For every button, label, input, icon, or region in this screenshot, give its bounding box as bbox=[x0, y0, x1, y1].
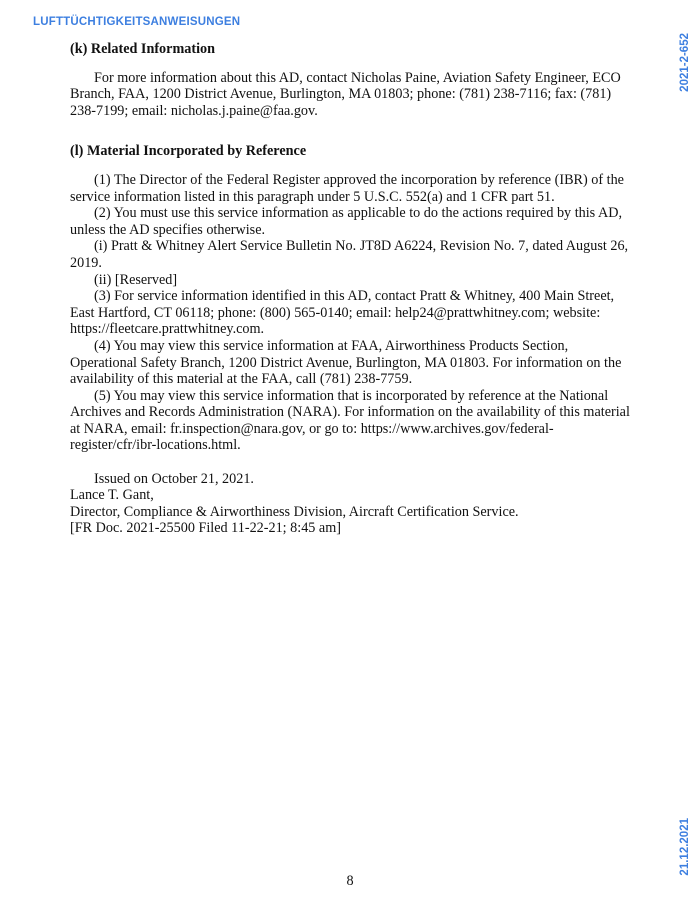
ad-number-label: 2021-2-652 bbox=[679, 33, 691, 92]
section-l-item-i: (i) Pratt & Whitney Alert Service Bulletin No. JT8D A6224, Revision No. 7, dated August 26, 2019. bbox=[70, 238, 629, 271]
section-l-item-ii: (ii) [Reserved] bbox=[94, 271, 178, 288]
section-l-paragraph-3: (3) For service information identified in this AD, contact Pratt & Whitney, 400 Main Street, East Hartford, CT 06118; phone: (800) 565-0140; email: help24@prattwhitney.com; website: https://fleetcare.prattwhitney.com. bbox=[70, 288, 615, 338]
section-l-heading: (l) Material Incorporated by Reference bbox=[70, 143, 307, 160]
section-l-paragraph-5: (5) You may view this service information that is incorporated by reference at the National Archives and Records Administration (NARA). For information on the availability of this material at NARA, email: fr.inspection@nara.gov, or go to: https://www.archives.gov/federal-register/cfr/ibr-locations.html. bbox=[70, 387, 630, 454]
signatory-name: Lance T. Gant, bbox=[70, 487, 154, 504]
section-l-paragraph-2: (2) You must use this service information as applicable to do the actions required by this AD, unless the AD specifies otherwise. bbox=[70, 205, 622, 238]
page-number: 8 bbox=[346, 873, 354, 889]
document-body bbox=[70, 41, 630, 537]
running-header: LUFTTÜCHTIGKEITSANWEISUNGEN bbox=[33, 16, 241, 28]
section-k-paragraph: For more information about this AD, contact Nicholas Paine, Aviation Safety Engineer, ECO Branch, FAA, 1200 District Avenue, Burlington, MA 01803; phone: (781) 238-7116; fax: (781) 238-7199; email: nicholas.j.paine@faa.gov. bbox=[70, 69, 621, 119]
section-l-paragraph-1: (1) The Director of the Federal Register approved the incorporation by reference (IBR) of the service information listed in this paragraph under 5 U.S.C. 552(a) and 1 CFR part 51. bbox=[70, 171, 624, 205]
issued-date: Issued on October 21, 2021. bbox=[94, 470, 254, 487]
section-l-paragraph-4: (4) You may view this service information at FAA, Airworthiness Products Section, Operational Safety Branch, 1200 District Avenue, Burlington, MA 01803. For information on the availability of this material at the FAA, call (781) 238-7759. bbox=[70, 337, 622, 388]
fr-doc-reference: [FR Doc. 2021-25500 Filed 11-22-21; 8:45 am] bbox=[70, 520, 341, 537]
issue-date-label: 21.12.2021 bbox=[679, 818, 691, 876]
section-k-heading: (k) Related Information bbox=[70, 41, 216, 57]
signatory-title: Director, Compliance & Airworthiness Division, Aircraft Certification Service. bbox=[70, 503, 519, 520]
